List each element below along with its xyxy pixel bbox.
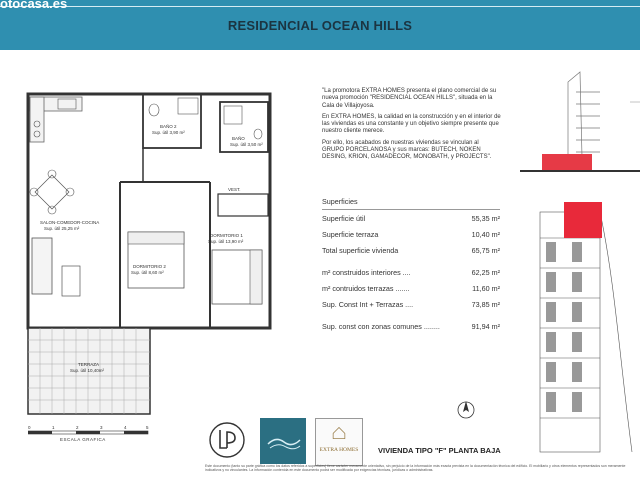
scale-tick: 4: [124, 425, 127, 430]
surface-label: Total superficie vivienda: [322, 246, 399, 255]
scale-bar: [28, 425, 178, 445]
scale-tick: 3: [100, 425, 103, 430]
disclaimer-text: Este documento (tanto su parte gráfica como los datos referidos a superficies) tiene carácter meramente orientativo, sin perjuicio de la información más exacta prevista en la documentación técnica del edificio. El mobiliario y otros elementos representados son meramente indicativos y no vinculantes. La información contenida en este documento podrá ser modificada por exigencias técnicas, jurídicas o administrativas.: [205, 464, 626, 472]
surface-row: [322, 322, 500, 333]
surface-row: [322, 300, 500, 311]
surface-value: 11,60 m²: [472, 284, 500, 293]
watermark: otocasa.es: [0, 0, 68, 11]
label-dorm2-sup: Sup. útil 8,60 m²: [131, 270, 164, 275]
label-vest: VEST.: [228, 187, 241, 192]
intro-text: [322, 88, 502, 166]
header-bar: [0, 0, 640, 50]
surface-row: [322, 284, 500, 295]
building-elevation: [520, 62, 640, 472]
label-terraza-sup: Sup. útil 10,40m²: [70, 368, 105, 373]
surface-value: 55,35 m²: [471, 214, 500, 223]
unit-type-title: VIVIENDA TIPO "F" PLANTA BAJA: [378, 446, 501, 455]
label-salon-sup: Sup. útil 25,25 m²: [44, 226, 80, 231]
extra-homes-text: EXTRA HOMES: [319, 447, 359, 453]
label-salon: SALON-COMEDOR-COCINA: [40, 220, 100, 225]
surfaces-table: [322, 197, 500, 338]
header-rule: [0, 6, 640, 7]
surface-row: [322, 246, 500, 257]
surface-label: m² contruidos terrazas .......: [322, 284, 410, 293]
surface-label: Superficie útil: [322, 214, 366, 223]
highlight-unit-site: [564, 202, 602, 238]
label-bano: BAÑO: [232, 136, 245, 141]
house-logo-icon: [316, 419, 362, 449]
surface-value: 65,75 m²: [471, 246, 500, 255]
label-bano2-sup: Sup. útil 3,90 m²: [152, 130, 185, 135]
surface-value: 62,25 m²: [471, 268, 500, 277]
label-bano2: BAÑO 2: [160, 124, 177, 129]
intro-paragraph-3: Por ello, los acabados de nuestras viviendas se vinculan al GRUPO PORCELANOSA y sus marcas: BUTECH, NOKEN DESING, KRION, GAMADECOR, MONOBATH, y PROJECTS".: [322, 139, 492, 161]
wave-logo-icon: [260, 418, 306, 464]
label-terraza: TERRAZA: [78, 362, 100, 367]
scale-tick: 1: [52, 425, 55, 430]
label-dorm2: DORMITORIO 2: [133, 264, 166, 269]
scale-tick: 2: [76, 425, 79, 430]
scale-label: ESCALA GRAFICA: [60, 437, 106, 442]
ocean-hills-logo: [260, 418, 306, 464]
page-title: RESIDENCIAL OCEAN HILLS: [227, 18, 413, 33]
highlight-unit-elevation: [542, 154, 592, 170]
scale-tick: 5: [146, 425, 149, 430]
floor-plan: [0, 72, 300, 447]
surface-row: [322, 214, 500, 225]
scale-tick: 0: [28, 425, 31, 430]
surface-value: 73,85 m²: [471, 300, 500, 309]
lp-logo-icon: [207, 420, 247, 460]
intro-paragraph-1: "La promotora EXTRA HOMES presenta el plano comercial de su nueva promoción "RESIDENCIAL OCEAN HILLS", situada en la Cala de Villajoyosa.: [322, 88, 497, 109]
surface-label: m² construidos interiores ....: [322, 268, 411, 277]
surface-label: Superficie terraza: [322, 230, 379, 239]
extra-homes-logo: [315, 418, 363, 466]
north-arrow-icon: [455, 398, 477, 422]
intro-paragraph-2: En EXTRA HOMES, la calidad en la construcción y en el interior de las viviendas es una constante y un objetivo siempre presente que nuestro cliente merece.: [322, 113, 501, 135]
surface-value: 91,94 m²: [471, 322, 500, 331]
surface-row: [322, 268, 500, 279]
surface-label: Sup. const con zonas comunes ........: [322, 322, 440, 331]
surface-row: [322, 230, 500, 241]
label-dorm1: DORMITORIO 1: [210, 233, 243, 238]
label-dorm1-sup: Sup. útil 13,90 m²: [208, 239, 244, 244]
surface-value: 10,40 m²: [471, 230, 500, 239]
surface-label: Sup. Const Int + Terrazas ....: [322, 300, 414, 309]
label-bano-sup: Sup. útil 3,50 m²: [230, 142, 263, 147]
surfaces-heading: Superficies: [322, 197, 500, 210]
